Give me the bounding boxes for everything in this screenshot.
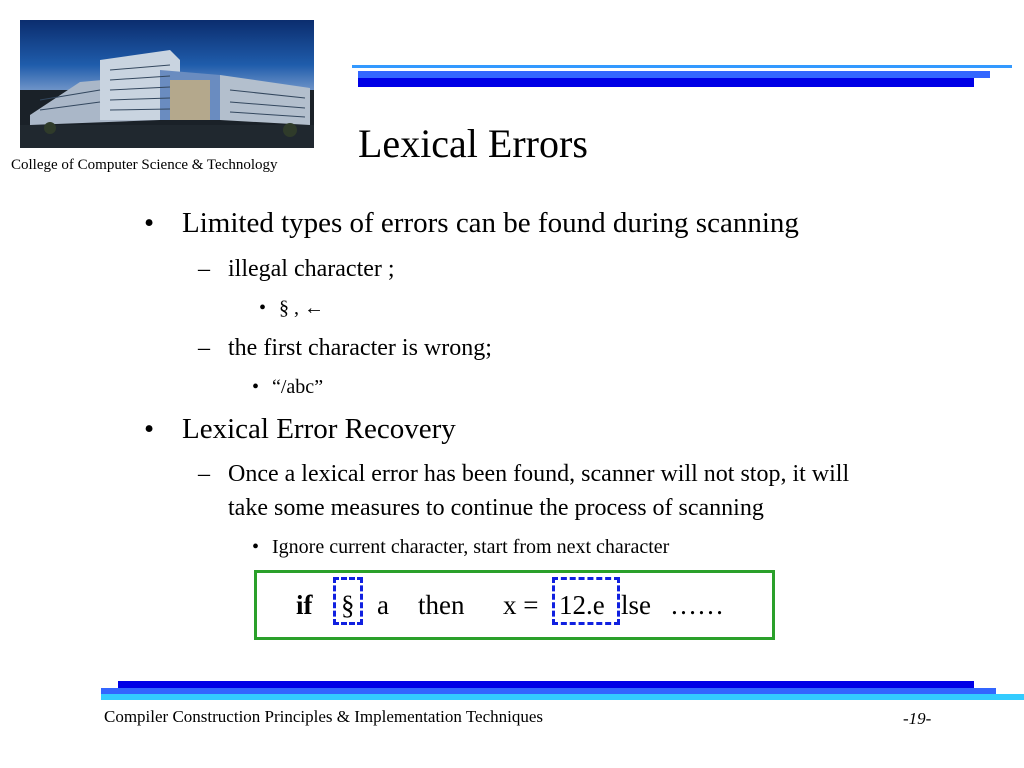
- bullet-dot: •: [252, 536, 260, 558]
- bullet-text: Limited types of errors can be found during scanning: [182, 207, 799, 239]
- bullet-limited-errors: [144, 207, 799, 240]
- slide-title: Lexical Errors: [358, 121, 588, 166]
- bullet-text: Lexical Error Recovery: [182, 413, 456, 445]
- sub-bullet-text: Once a lexical error has been found, scanner will not stop, it will: [228, 461, 850, 487]
- dash-mark: –: [198, 461, 210, 487]
- bullet-dot: •: [144, 207, 155, 239]
- sub-bullet-text: the first character is wrong;: [228, 335, 492, 361]
- item-text: “/abc”: [272, 376, 324, 398]
- sub-bullet-illegal-character: [198, 256, 395, 283]
- example-ellipsis: ……: [670, 590, 724, 620]
- example-else-remainder: lse: [621, 590, 651, 620]
- sub-bullet-recovery-line1: [198, 461, 850, 488]
- example-assignment: x =: [503, 590, 539, 620]
- example-if-keyword: if: [296, 590, 313, 620]
- sub-bullet-text: take some measures to continue the process of scanning: [228, 495, 764, 521]
- page-number: -19-: [903, 709, 932, 728]
- header-divider-mid: [358, 71, 990, 78]
- item-text: § , ←: [279, 297, 324, 319]
- header-divider-thin: [352, 65, 1012, 68]
- college-name: College of Computer Science & Technology: [11, 157, 278, 173]
- bullet-dot: •: [144, 413, 155, 445]
- item-ignore-character: [252, 536, 670, 559]
- college-building-photo: [20, 20, 314, 148]
- bullet-dot: •: [252, 376, 260, 398]
- item-abc-example: [252, 376, 324, 399]
- sub-bullet-text: illegal character ;: [228, 256, 395, 282]
- example-then-keyword: then: [418, 590, 465, 620]
- footer-divider-thick: [118, 681, 974, 688]
- example-identifier-a: a: [377, 590, 389, 620]
- dash-mark: –: [198, 335, 210, 361]
- example-section-symbol: §: [341, 590, 355, 620]
- bullet-dot: •: [259, 297, 267, 319]
- example-number-token: 12.e: [559, 590, 605, 620]
- item-text: Ignore current character, start from next character: [272, 536, 670, 558]
- sub-bullet-first-character: [198, 335, 492, 362]
- footer-divider-thin: [101, 694, 1024, 700]
- header-divider-thick: [358, 78, 974, 87]
- bullet-error-recovery: [144, 413, 456, 446]
- item-illegal-symbols: [259, 297, 324, 320]
- sub-bullet-recovery-line2: [228, 495, 764, 522]
- dash-mark: –: [198, 256, 210, 282]
- footer-course-title: Compiler Construction Principles & Implementation Techniques: [104, 707, 544, 726]
